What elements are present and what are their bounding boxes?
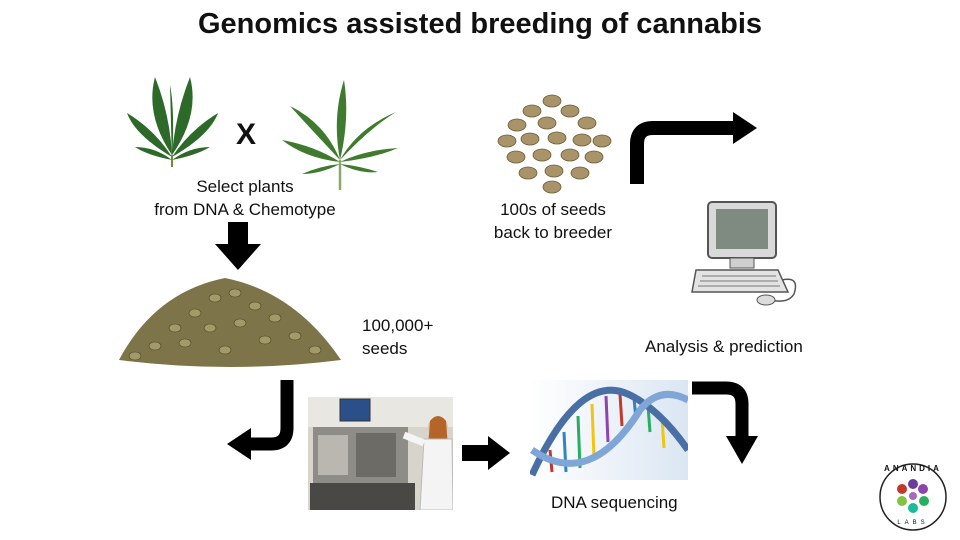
lab-scientist-image <box>308 397 453 510</box>
many-seeds-line1: 100,000+ <box>362 316 434 335</box>
cross-symbol: X <box>236 118 257 151</box>
bent-arrow-icon-top <box>625 110 760 186</box>
seed-pile-icon-large <box>115 268 345 373</box>
anandia-logo <box>878 462 948 532</box>
seeds-back-caption <box>478 198 628 244</box>
select-plants-line2: from DNA & Chemotype <box>154 200 336 219</box>
bent-arrow-icon-left <box>225 378 297 470</box>
down-arrow-icon <box>213 222 263 272</box>
dna-sequencing-caption: DNA sequencing <box>551 493 678 512</box>
right-arrow-icon <box>462 434 512 472</box>
seeds-back-line2: back to breeder <box>493 223 613 242</box>
computer-icon <box>690 200 802 312</box>
logo-text: ANANDIA <box>884 464 942 473</box>
bent-arrow-icon-right <box>690 376 760 468</box>
seeds-back-line1: 100s of seeds <box>500 200 606 219</box>
page-title: Genomics assisted breeding of cannabis <box>197 8 763 40</box>
many-seeds-caption <box>362 314 472 360</box>
seed-pile-icon-small <box>492 83 617 195</box>
analysis-caption: Analysis & prediction <box>645 337 803 356</box>
cannabis-leaf-icon-left <box>125 75 220 167</box>
many-seeds-line2: seeds <box>362 339 408 358</box>
select-plants-caption <box>140 175 350 221</box>
dna-helix-icon <box>530 380 688 480</box>
logo-subtext: LABS <box>897 520 929 526</box>
select-plants-line1: Select plants <box>196 177 294 196</box>
cannabis-leaf-icon-right <box>280 78 400 190</box>
